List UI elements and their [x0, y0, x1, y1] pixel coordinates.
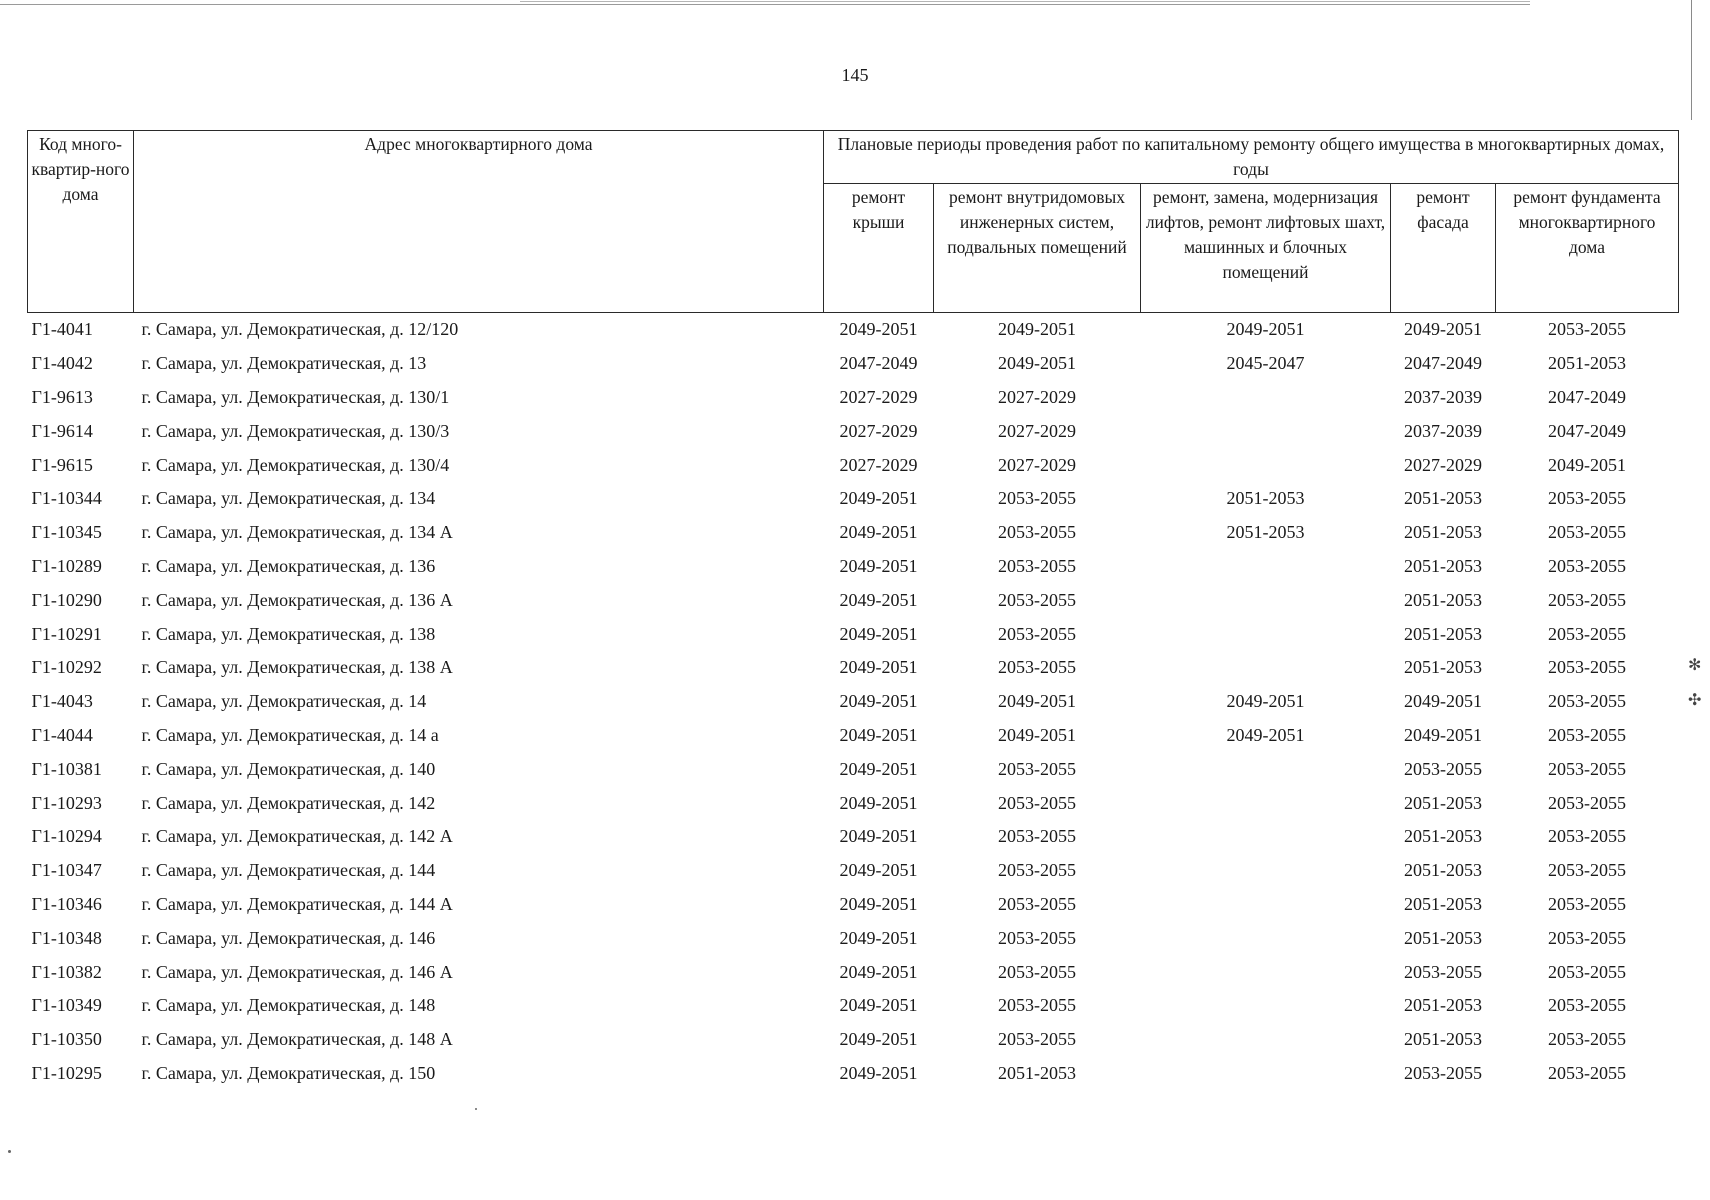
cell-roof: 2049-2051: [839, 522, 918, 543]
cell-elevators: [1141, 820, 1391, 854]
header-code: Код много-квартир-ного дома: [28, 131, 134, 313]
cell-facade: 2051-2053: [1404, 488, 1482, 509]
cell-elevators: [1141, 786, 1391, 820]
cell-foundation: 2053-2055: [1548, 758, 1626, 779]
cell-elevators: 2051-2053: [1226, 488, 1305, 509]
table-row: [28, 685, 1679, 719]
cell-address: г. Самара, ул. Демократическая, д. 138 А: [141, 657, 453, 678]
cell-elevators: [1141, 550, 1391, 584]
cell-address: г. Самара, ул. Демократическая, д. 12/120: [141, 319, 459, 340]
table-row: [28, 313, 1679, 347]
cell-elevators: 2049-2051: [1226, 319, 1305, 340]
cell-address: г. Самара, ул. Демократическая, д. 148: [141, 995, 436, 1016]
cell-elevators: 2049-2051: [1226, 724, 1305, 745]
cell-facade: 2047-2049: [1404, 353, 1482, 374]
table-row: [28, 617, 1679, 651]
table-row: [28, 1023, 1679, 1057]
cell-facade: 2051-2053: [1404, 522, 1482, 543]
cell-foundation: 2047-2049: [1548, 420, 1626, 441]
cell-elevators: [1141, 617, 1391, 651]
table-row: [28, 550, 1679, 584]
cell-systems: 2053-2055: [998, 623, 1076, 644]
cell-address: г. Самара, ул. Демократическая, д. 130/4: [141, 454, 450, 475]
cell-roof: 2049-2051: [839, 961, 918, 982]
cell-code: Г1-10292: [31, 657, 102, 678]
table-row: [28, 888, 1679, 922]
cell-elevators: [1141, 989, 1391, 1023]
header-row-top: [28, 131, 1679, 184]
cell-code: Г1-9615: [31, 454, 93, 475]
cell-roof: 2049-2051: [839, 826, 918, 847]
cell-systems: 2053-2055: [998, 522, 1076, 543]
table-row: [28, 347, 1679, 381]
cell-address: г. Самара, ул. Демократическая, д. 136: [141, 555, 436, 576]
cell-foundation: 2051-2053: [1548, 353, 1626, 374]
cell-systems: 2053-2055: [998, 893, 1076, 914]
scan-speck: [8, 1150, 11, 1153]
table-row: [28, 414, 1679, 448]
cell-roof: 2049-2051: [839, 1062, 918, 1083]
cell-roof: 2049-2051: [839, 691, 918, 712]
cell-code: Г1-10346: [31, 893, 102, 914]
cell-elevators: [1141, 1057, 1391, 1091]
cell-systems: 2049-2051: [998, 353, 1076, 374]
cell-code: Г1-10348: [31, 927, 102, 948]
table-row: [28, 719, 1679, 753]
header-facade: ремонт фасада: [1391, 184, 1496, 313]
cell-roof: 2049-2051: [839, 1029, 918, 1050]
cell-elevators: [1141, 888, 1391, 922]
cell-address: г. Самара, ул. Демократическая, д. 146: [141, 927, 436, 948]
cell-roof: 2049-2051: [839, 995, 918, 1016]
cell-roof: 2027-2029: [839, 420, 918, 441]
cell-elevators: [1141, 448, 1391, 482]
cell-systems: 2053-2055: [998, 826, 1076, 847]
cell-code: Г1-10381: [31, 758, 102, 779]
cell-roof: 2049-2051: [839, 623, 918, 644]
cell-systems: 2053-2055: [998, 860, 1076, 881]
cell-systems: 2049-2051: [998, 691, 1076, 712]
cell-elevators: [1141, 651, 1391, 685]
cell-code: Г1-10344: [31, 488, 102, 509]
page-number: 145: [841, 65, 869, 85]
cell-facade: 2051-2053: [1404, 927, 1482, 948]
cell-foundation: 2053-2055: [1548, 860, 1626, 881]
cell-foundation: 2053-2055: [1548, 589, 1626, 610]
cell-address: г. Самара, ул. Демократическая, д. 130/1: [141, 386, 450, 407]
cell-roof: 2049-2051: [839, 893, 918, 914]
table-row: [28, 651, 1679, 685]
cell-elevators: 2045-2047: [1226, 353, 1305, 374]
cell-roof: 2049-2051: [839, 555, 918, 576]
cell-facade: 2051-2053: [1404, 893, 1482, 914]
scan-smudge: ✣: [1688, 692, 1702, 709]
cell-roof: 2027-2029: [839, 454, 918, 475]
cell-facade: 2051-2053: [1404, 792, 1482, 813]
cell-roof: 2047-2049: [839, 353, 918, 374]
cell-elevators: [1141, 921, 1391, 955]
capital-repair-table: [27, 130, 1679, 1090]
cell-roof: 2027-2029: [839, 386, 918, 407]
cell-roof: 2049-2051: [839, 860, 918, 881]
cell-facade: 2027-2029: [1404, 454, 1482, 475]
cell-roof: 2049-2051: [839, 319, 918, 340]
cell-roof: 2049-2051: [839, 927, 918, 948]
cell-elevators: [1141, 752, 1391, 786]
cell-code: Г1-9614: [31, 420, 93, 441]
cell-code: Г1-4042: [31, 353, 93, 374]
cell-foundation: 2053-2055: [1548, 319, 1626, 340]
cell-code: Г1-10289: [31, 555, 102, 576]
cell-address: г. Самара, ул. Демократическая, д. 148 А: [141, 1029, 453, 1050]
cell-facade: 2051-2053: [1404, 589, 1482, 610]
cell-foundation: 2053-2055: [1548, 555, 1626, 576]
cell-foundation: 2053-2055: [1548, 691, 1626, 712]
cell-systems: 2053-2055: [998, 927, 1076, 948]
table-body: [28, 313, 1679, 1091]
table-row: [28, 482, 1679, 516]
cell-elevators: 2051-2053: [1226, 522, 1305, 543]
cell-foundation: 2053-2055: [1548, 488, 1626, 509]
cell-roof: 2049-2051: [839, 792, 918, 813]
table-row: [28, 786, 1679, 820]
cell-elevators: 2049-2051: [1226, 691, 1305, 712]
cell-roof: 2049-2051: [839, 589, 918, 610]
cell-systems: 2051-2053: [998, 1062, 1076, 1083]
cell-address: г. Самара, ул. Демократическая, д. 14: [141, 691, 427, 712]
cell-facade: 2051-2053: [1404, 860, 1482, 881]
cell-code: Г1-10290: [31, 589, 102, 610]
cell-code: Г1-10293: [31, 792, 102, 813]
header-systems: ремонт внутридомовых инженерных систем, подвальных помещений: [934, 184, 1141, 313]
cell-facade: 2051-2053: [1404, 555, 1482, 576]
header-periods: Плановые периоды проведения работ по капитальному ремонту общего имущества в многоквартирных домах, годы: [824, 131, 1679, 184]
cell-foundation: 2047-2049: [1548, 386, 1626, 407]
cell-foundation: 2053-2055: [1548, 623, 1626, 644]
cell-systems: 2053-2055: [998, 657, 1076, 678]
scan-right-edge: [1691, 0, 1692, 120]
scan-border-line-top: [520, 1, 1530, 2]
cell-roof: 2049-2051: [839, 488, 918, 509]
cell-roof: 2049-2051: [839, 724, 918, 745]
cell-systems: 2053-2055: [998, 792, 1076, 813]
cell-facade: 2037-2039: [1404, 420, 1482, 441]
cell-code: Г1-10345: [31, 522, 102, 543]
cell-elevators: [1141, 1023, 1391, 1057]
cell-facade: 2051-2053: [1404, 657, 1482, 678]
header-address: Адрес многоквартирного дома: [134, 131, 824, 313]
header-foundation: ремонт фундамента многоквартирного дома: [1496, 184, 1679, 313]
header-roof: ремонт крыши: [824, 184, 934, 313]
cell-address: г. Самара, ул. Демократическая, д. 146 А: [141, 961, 453, 982]
cell-code: Г1-10295: [31, 1062, 102, 1083]
cell-address: г. Самара, ул. Демократическая, д. 13: [141, 353, 427, 374]
table-row: [28, 854, 1679, 888]
scan-smudge: ✻: [1688, 657, 1702, 674]
cell-code: Г1-4044: [31, 724, 93, 745]
cell-foundation: 2053-2055: [1548, 893, 1626, 914]
cell-code: Г1-9613: [31, 386, 93, 407]
cell-address: г. Самара, ул. Демократическая, д. 144: [141, 860, 436, 881]
cell-roof: 2049-2051: [839, 657, 918, 678]
cell-systems: 2049-2051: [998, 724, 1076, 745]
cell-elevators: [1141, 414, 1391, 448]
table-row: [28, 381, 1679, 415]
cell-code: Г1-10349: [31, 995, 102, 1016]
cell-code: Г1-10382: [31, 961, 102, 982]
cell-systems: 2027-2029: [998, 420, 1076, 441]
cell-foundation: 2053-2055: [1548, 1029, 1626, 1050]
table-row: [28, 989, 1679, 1023]
cell-systems: 2053-2055: [998, 589, 1076, 610]
cell-roof: 2049-2051: [839, 758, 918, 779]
cell-address: г. Самара, ул. Демократическая, д. 136 А: [141, 589, 453, 610]
cell-foundation: 2053-2055: [1548, 826, 1626, 847]
cell-facade: 2051-2053: [1404, 1029, 1482, 1050]
table-row: [28, 921, 1679, 955]
cell-systems: 2053-2055: [998, 995, 1076, 1016]
cell-address: г. Самара, ул. Демократическая, д. 144 А: [141, 893, 453, 914]
cell-address: г. Самара, ул. Демократическая, д. 140: [141, 758, 436, 779]
cell-systems: 2027-2029: [998, 454, 1076, 475]
cell-foundation: 2053-2055: [1548, 724, 1626, 745]
cell-address: г. Самара, ул. Демократическая, д. 130/3: [141, 420, 450, 441]
cell-facade: 2037-2039: [1404, 386, 1482, 407]
cell-facade: 2053-2055: [1404, 758, 1482, 779]
cell-address: г. Самара, ул. Демократическая, д. 142 А: [141, 826, 453, 847]
cell-foundation: 2053-2055: [1548, 995, 1626, 1016]
table-row: [28, 820, 1679, 854]
cell-code: Г1-4043: [31, 691, 93, 712]
cell-address: г. Самара, ул. Демократическая, д. 14 а: [141, 724, 439, 745]
cell-foundation: 2053-2055: [1548, 927, 1626, 948]
cell-systems: 2027-2029: [998, 386, 1076, 407]
cell-foundation: 2053-2055: [1548, 657, 1626, 678]
cell-address: г. Самара, ул. Демократическая, д. 134: [141, 488, 436, 509]
cell-foundation: 2053-2055: [1548, 1062, 1626, 1083]
cell-code: Г1-4041: [31, 319, 93, 340]
cell-code: Г1-10350: [31, 1029, 102, 1050]
table-row: [28, 955, 1679, 989]
cell-facade: 2051-2053: [1404, 995, 1482, 1016]
cell-systems: 2053-2055: [998, 555, 1076, 576]
table-row: [28, 752, 1679, 786]
table-row: [28, 448, 1679, 482]
cell-foundation: 2053-2055: [1548, 522, 1626, 543]
header-elevators: ремонт, замена, модернизация лифтов, ремонт лифтовых шахт, машинных и блочных помещений: [1141, 184, 1391, 313]
cell-facade: 2051-2053: [1404, 826, 1482, 847]
cell-elevators: [1141, 583, 1391, 617]
cell-address: г. Самара, ул. Демократическая, д. 138: [141, 623, 436, 644]
cell-foundation: 2049-2051: [1548, 454, 1626, 475]
table-row: [28, 1057, 1679, 1091]
scan-speck: [475, 1108, 477, 1110]
cell-foundation: 2053-2055: [1548, 961, 1626, 982]
cell-facade: 2051-2053: [1404, 623, 1482, 644]
cell-address: г. Самара, ул. Демократическая, д. 142: [141, 792, 436, 813]
cell-facade: 2053-2055: [1404, 1062, 1482, 1083]
cell-elevators: [1141, 955, 1391, 989]
cell-facade: 2049-2051: [1404, 724, 1482, 745]
cell-systems: 2053-2055: [998, 758, 1076, 779]
cell-systems: 2053-2055: [998, 1029, 1076, 1050]
cell-code: Г1-10291: [31, 623, 102, 644]
table-row: [28, 516, 1679, 550]
scan-border-line: [0, 4, 1530, 5]
cell-address: г. Самара, ул. Демократическая, д. 150: [141, 1062, 436, 1083]
cell-code: Г1-10347: [31, 860, 102, 881]
cell-elevators: [1141, 381, 1391, 415]
cell-foundation: 2053-2055: [1548, 792, 1626, 813]
cell-code: Г1-10294: [31, 826, 102, 847]
cell-systems: 2053-2055: [998, 488, 1076, 509]
cell-address: г. Самара, ул. Демократическая, д. 134 А: [141, 522, 453, 543]
cell-systems: 2053-2055: [998, 961, 1076, 982]
cell-facade: 2049-2051: [1404, 319, 1482, 340]
cell-facade: 2053-2055: [1404, 961, 1482, 982]
table-row: [28, 583, 1679, 617]
cell-facade: 2049-2051: [1404, 691, 1482, 712]
cell-systems: 2049-2051: [998, 319, 1076, 340]
cell-elevators: [1141, 854, 1391, 888]
